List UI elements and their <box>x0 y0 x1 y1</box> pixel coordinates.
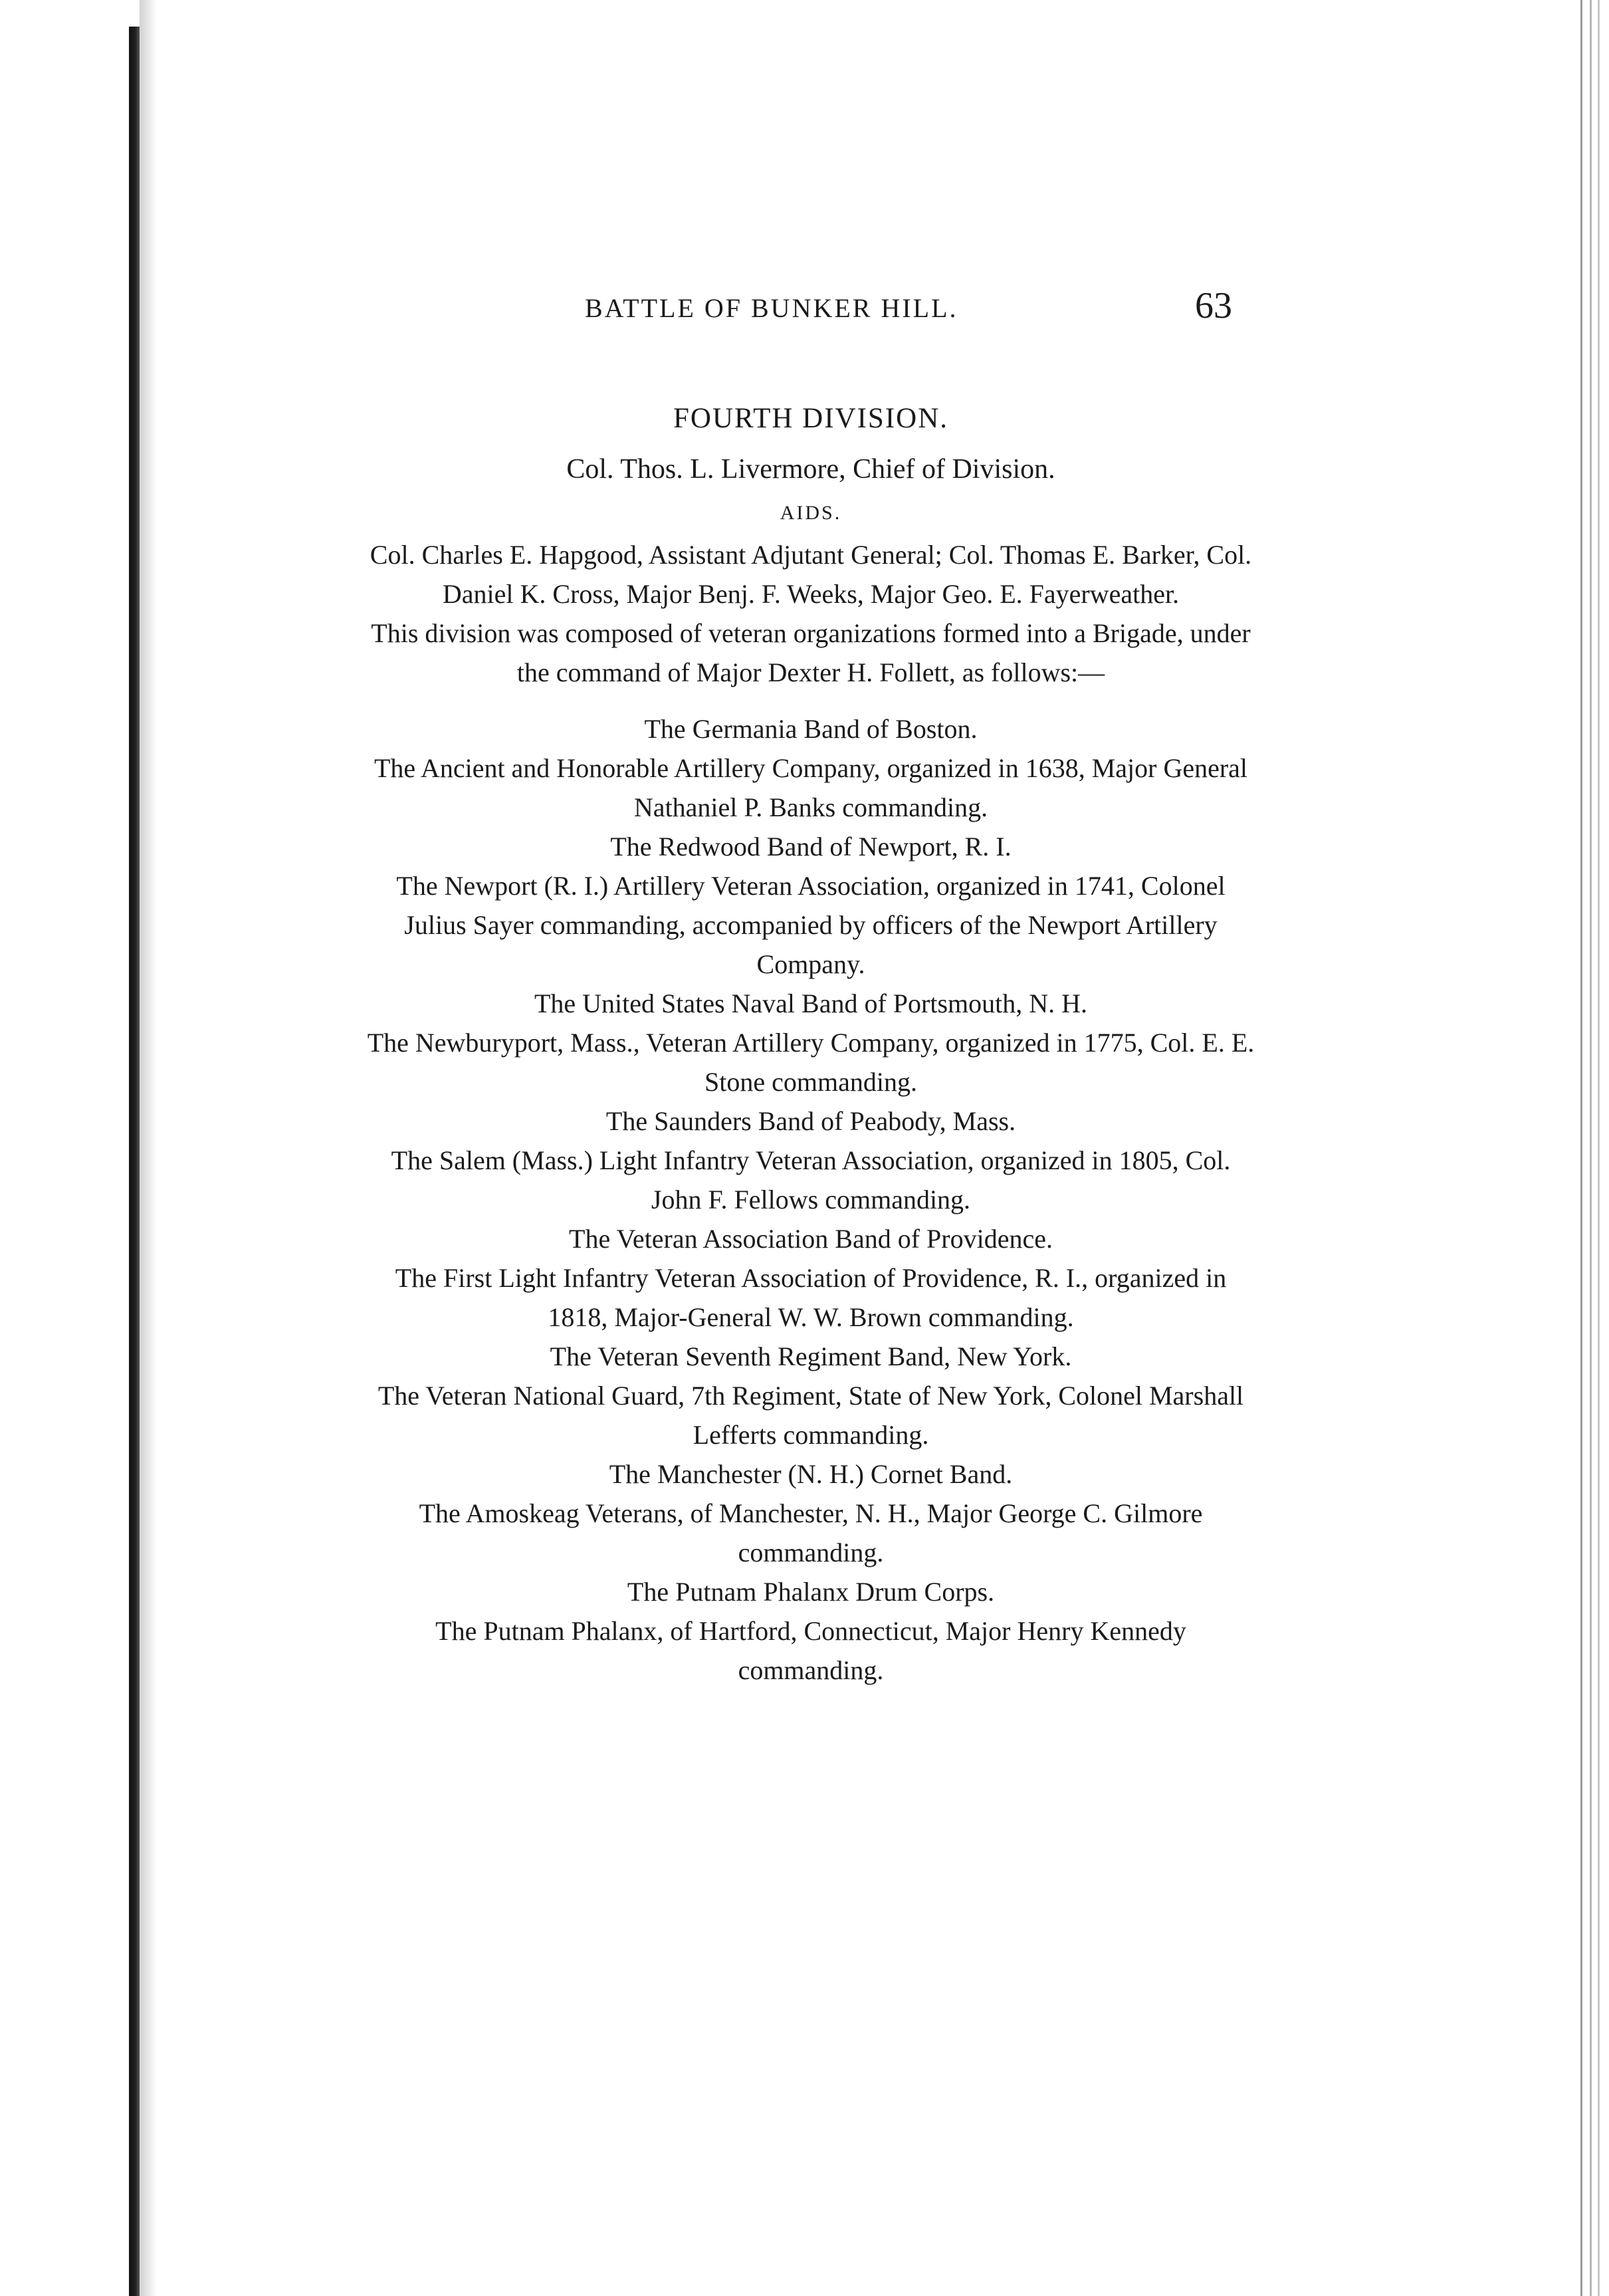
roster-list <box>346 709 1276 1690</box>
page-edge-line <box>1580 0 1582 2296</box>
book-binding-edge <box>129 27 140 2296</box>
roster-entry: The First Light Infantry Veteran Association of Providence, R. I., organized in 1818, Major-General W. W. Brown commanding. <box>395 1263 1227 1332</box>
aids-paragraph: Col. Charles E. Hapgood, Assistant Adjutant General; Col. Thomas E. Barker, Col. Daniel K. Cross, Major Benj. F. Weeks, Major Geo. E. Fayerweather. <box>370 540 1252 609</box>
roster-entry: The Veteran National Guard, 7th Regiment, State of New York, Colonel Marshall Lefferts commanding. <box>377 1381 1244 1450</box>
roster-entry: The Saunders Band of Peabody, Mass. <box>605 1106 1016 1136</box>
page-edge-line <box>1590 0 1592 2296</box>
roster-entry: The Newburyport, Mass., Veteran Artillery Company, organized in 1775, Col. E. E. Stone commanding. <box>367 1028 1255 1097</box>
roster-entry: The Manchester (N. H.) Cornet Band. <box>609 1459 1013 1489</box>
roster-entry: The United States Naval Band of Portsmouth, N. H. <box>534 988 1088 1018</box>
intro-paragraph: This division was composed of veteran organizations formed into a Brigade, under the command of Major Dexter H. Follett, as follows:— <box>371 618 1251 687</box>
running-head: BATTLE OF BUNKER HILL. <box>585 293 958 323</box>
roster-entry: The Salem (Mass.) Light Infantry Veteran Association, organized in 1805, Col. John F. Fellows commanding. <box>391 1145 1231 1214</box>
page-edge-line <box>1598 0 1600 2296</box>
roster-entry: The Veteran Seventh Regiment Band, New York. <box>550 1341 1072 1371</box>
roster-entry: The Putnam Phalanx Drum Corps. <box>627 1577 995 1607</box>
roster-entry: The Germania Band of Boston. <box>644 714 978 744</box>
page-body <box>346 399 1276 1690</box>
aids-label: AIDS. <box>780 502 842 524</box>
roster-entry: The Putnam Phalanx, of Hartford, Connecticut, Major Henry Kennedy commanding. <box>435 1616 1186 1685</box>
chief-of-division: Col. Thos. L. Livermore, Chief of Division. <box>566 454 1055 485</box>
division-heading: FOURTH DIVISION. <box>673 403 949 434</box>
binding-shadow <box>140 0 157 2296</box>
roster-entry: The Newport (R. I.) Artillery Veteran Association, organized in 1741, Colonel Julius Sayer commanding, accompanied by officers of the Newport Artillery Company. <box>396 871 1226 979</box>
roster-entry: The Ancient and Honorable Artillery Company, organized in 1638, Major General Nathaniel P. Banks commanding. <box>374 753 1248 822</box>
roster-entry: The Veteran Association Band of Providence. <box>569 1224 1053 1254</box>
roster-entry: The Redwood Band of Newport, R. I. <box>610 832 1012 861</box>
page-number: 63 <box>1195 285 1232 326</box>
roster-entry: The Amoskeag Veterans, of Manchester, N. H., Major George C. Gilmore commanding. <box>419 1498 1203 1567</box>
